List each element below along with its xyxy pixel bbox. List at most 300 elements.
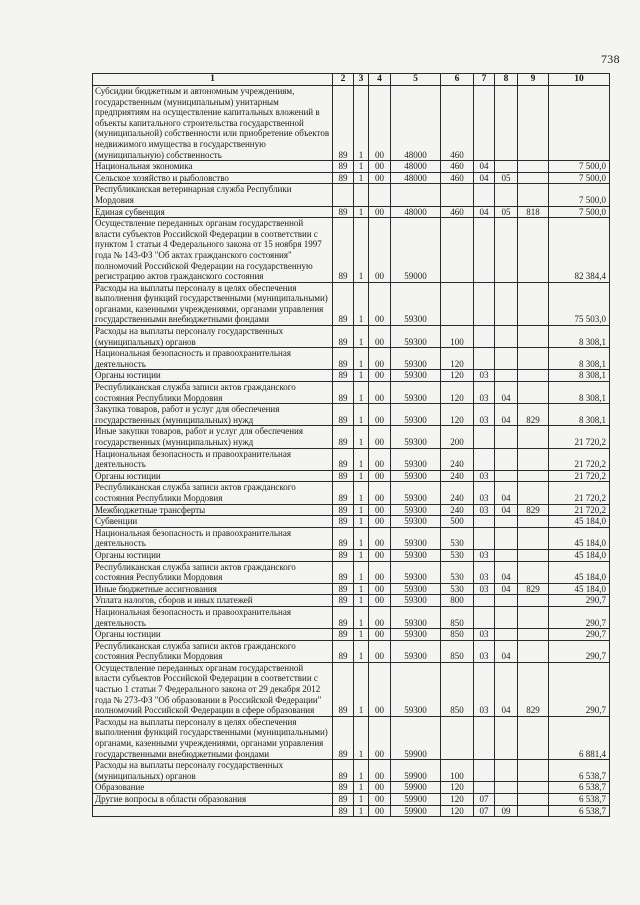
table-row [93,161,610,173]
row-sum-cell: 7 500,0 [549,161,610,173]
row-code-cell: 00 [369,482,391,504]
row-code-cell [518,184,549,206]
row-code-cell [518,172,549,184]
row-name-cell: Национальная безопасность и правоохранительная деятельность [93,527,333,549]
row-name-cell: Органы юстиции [93,370,333,382]
row-name-cell: Органы юстиции [93,470,333,482]
table-row [93,527,610,549]
row-code-cell [518,527,549,549]
row-sum-cell: 21 720,2 [549,426,610,448]
row-sum-cell: 21 720,2 [549,470,610,482]
row-code-cell: 1 [354,606,369,628]
row-sum-cell: 6 881,4 [549,716,610,759]
row-code-cell: 48000 [391,86,441,161]
row-code-cell: 1 [354,662,369,716]
row-name-cell: Органы юстиции [93,549,333,561]
row-code-cell [495,448,518,470]
table-row [93,326,610,348]
row-code-cell: 1 [354,382,369,404]
row-code-cell: 829 [518,662,549,716]
row-code-cell: 04 [495,640,518,662]
row-code-cell [518,549,549,561]
row-code-cell: 05 [495,172,518,184]
row-name-cell: Национальная безопасность и правоохранительная деятельность [93,606,333,628]
row-code-cell: 04 [474,172,495,184]
row-code-cell: 1 [354,504,369,516]
row-code-cell [518,426,549,448]
row-code-cell: 59300 [391,561,441,583]
row-code-cell [391,184,441,206]
table-row [93,282,610,325]
row-code-cell: 00 [369,404,391,426]
row-code-cell: 829 [518,504,549,516]
row-code-cell: 59300 [391,282,441,325]
row-code-cell: 03 [474,482,495,504]
table-row [93,805,610,817]
row-code-cell [474,86,495,161]
row-code-cell: 04 [495,382,518,404]
row-code-cell: 460 [441,161,474,173]
row-code-cell: 120 [441,782,474,794]
row-code-cell: 89 [333,482,354,504]
row-code-cell: 89 [333,218,354,283]
row-code-cell [333,184,354,206]
budget-table-wrapper [92,73,609,817]
row-code-cell: 59300 [391,326,441,348]
row-code-cell: 1 [354,561,369,583]
row-code-cell: 120 [441,382,474,404]
row-code-cell: 00 [369,448,391,470]
page-number: 738 [601,52,620,66]
row-code-cell: 1 [354,348,369,370]
row-code-cell: 89 [333,549,354,561]
row-name-cell: Уплата налогов, сборов и иных платежей [93,595,333,607]
row-name-cell: Осуществление переданных органам государственной власти субъектов Российской Федерации в соответствии с частью 1 статьи 7 Федерального закона от 29 декабря 2012 года № 273-ФЗ "Об образовании в Российской Федерации" полномочий Российской Федерации в сфере образования [93,662,333,716]
row-code-cell: 59000 [391,218,441,283]
row-code-cell: 460 [441,86,474,161]
row-code-cell [474,760,495,782]
row-code-cell: 03 [474,504,495,516]
row-code-cell: 03 [474,662,495,716]
row-code-cell [518,448,549,470]
row-name-cell: Субсидии бюджетным и автономным учреждениям, государственным (муниципальным) унитарным предприятиям на осуществление капитальных вложений в объекты капитального строительства государственной (муниципальной) собственности или приобретение объектов недвижимого имущества в государственную (муниципальную) собственность [93,86,333,161]
row-code-cell: 00 [369,470,391,482]
row-name-cell: Национальная безопасность и правоохранительная деятельность [93,448,333,470]
row-code-cell: 1 [354,782,369,794]
table-row [93,426,610,448]
row-code-cell: 59300 [391,640,441,662]
table-row [93,206,610,218]
table-row [93,470,610,482]
table-row [93,662,610,716]
row-code-cell: 59300 [391,629,441,641]
row-code-cell: 00 [369,595,391,607]
row-code-cell: 200 [441,426,474,448]
row-code-cell: 59900 [391,805,441,817]
row-code-cell: 100 [441,326,474,348]
row-code-cell: 09 [495,805,518,817]
table-row [93,172,610,184]
row-code-cell [495,549,518,561]
row-name-cell: Иные закупки товаров, работ и услуг для обеспечения государственных (муниципальных) нужд [93,426,333,448]
row-code-cell [518,606,549,628]
row-code-cell: 48000 [391,206,441,218]
row-sum-cell: 8 308,1 [549,382,610,404]
row-code-cell: 89 [333,561,354,583]
row-code-cell [495,794,518,806]
row-code-cell [518,482,549,504]
row-code-cell: 89 [333,382,354,404]
row-code-cell [518,760,549,782]
table-body [93,86,610,817]
table-row [93,516,610,528]
row-name-cell: Образование [93,782,333,794]
row-code-cell: 07 [474,794,495,806]
row-code-cell [495,716,518,759]
row-code-cell: 460 [441,206,474,218]
row-code-cell: 59300 [391,448,441,470]
row-code-cell: 1 [354,583,369,595]
row-code-cell: 48000 [391,172,441,184]
row-code-cell: 89 [333,426,354,448]
row-code-cell: 03 [474,404,495,426]
row-code-cell [474,606,495,628]
row-code-cell [495,184,518,206]
row-code-cell: 03 [474,370,495,382]
row-code-cell: 04 [495,561,518,583]
row-code-cell: 00 [369,629,391,641]
row-code-cell: 1 [354,470,369,482]
row-code-cell: 03 [474,629,495,641]
table-row [93,348,610,370]
row-code-cell: 59300 [391,382,441,404]
row-code-cell: 00 [369,561,391,583]
row-name-cell: Республиканская служба записи актов гражданского состояния Республики Мордовия [93,640,333,662]
row-code-cell [474,348,495,370]
row-code-cell: 59900 [391,794,441,806]
row-code-cell [518,595,549,607]
row-code-cell [495,760,518,782]
row-code-cell: 1 [354,218,369,283]
row-sum-cell: 6 538,7 [549,794,610,806]
row-code-cell: 00 [369,382,391,404]
row-name-cell: Расходы на выплаты персоналу государственных (муниципальных) органов [93,326,333,348]
row-name-cell: Сельское хозяйство и рыболовство [93,172,333,184]
row-name-cell: Межбюджетные трансферты [93,504,333,516]
row-code-cell: 850 [441,662,474,716]
row-sum-cell: 75 503,0 [549,282,610,325]
row-code-cell [518,716,549,759]
row-sum-cell: 7 500,0 [549,184,610,206]
row-code-cell [474,448,495,470]
row-code-cell: 59300 [391,470,441,482]
table-row [93,629,610,641]
row-code-cell: 00 [369,805,391,817]
row-code-cell: 530 [441,527,474,549]
row-sum-cell: 7 500,0 [549,206,610,218]
row-sum-cell: 290,7 [549,606,610,628]
row-sum-cell: 290,7 [549,629,610,641]
table-row [93,218,610,283]
row-name-cell: Осуществление переданных органам государственной власти субъектов Российской Федерации в соответствии с пунктом 1 статьи 4 Федерального закона от 15 ноября 1997 года № 143-ФЗ "Об актах гражданского состояния" полномочий Российской Федерации на государственную регистрацию актов гражданского состояния [93,218,333,283]
row-code-cell: 89 [333,282,354,325]
row-code-cell: 00 [369,606,391,628]
row-code-cell: 00 [369,282,391,325]
row-code-cell: 1 [354,516,369,528]
row-code-cell [518,470,549,482]
row-code-cell [495,606,518,628]
row-code-cell: 59300 [391,348,441,370]
table-row [93,184,610,206]
row-code-cell [518,86,549,161]
row-code-cell: 03 [474,382,495,404]
row-name-cell: Другие вопросы в области образования [93,794,333,806]
row-sum-cell [549,86,610,161]
row-code-cell [495,161,518,173]
row-code-cell: 59300 [391,404,441,426]
row-sum-cell: 82 384,4 [549,218,610,283]
row-code-cell [474,516,495,528]
row-code-cell [474,595,495,607]
row-name-cell [93,805,333,817]
row-code-cell [518,640,549,662]
row-code-cell: 89 [333,760,354,782]
row-code-cell: 59900 [391,716,441,759]
row-code-cell: 00 [369,161,391,173]
row-code-cell: 89 [333,348,354,370]
row-code-cell [474,782,495,794]
row-code-cell: 1 [354,482,369,504]
row-code-cell [474,326,495,348]
row-code-cell: 59900 [391,782,441,794]
row-code-cell: 89 [333,504,354,516]
row-sum-cell: 45 184,0 [549,549,610,561]
row-code-cell: 120 [441,794,474,806]
row-sum-cell: 6 538,7 [549,805,610,817]
row-code-cell: 59300 [391,504,441,516]
row-code-cell: 120 [441,805,474,817]
row-code-cell: 850 [441,640,474,662]
row-code-cell [518,805,549,817]
row-code-cell [518,370,549,382]
row-code-cell [495,370,518,382]
row-code-cell [495,470,518,482]
row-code-cell: 59300 [391,516,441,528]
row-code-cell: 1 [354,629,369,641]
row-code-cell: 1 [354,86,369,161]
row-code-cell: 1 [354,370,369,382]
table-row [93,782,610,794]
row-code-cell: 03 [474,549,495,561]
row-code-cell [518,382,549,404]
row-name-cell: Республиканская служба записи актов гражданского состояния Республики Мордовия [93,382,333,404]
row-name-cell: Национальная экономика [93,161,333,173]
row-code-cell [495,348,518,370]
row-code-cell [474,218,495,283]
row-code-cell: 59300 [391,426,441,448]
row-code-cell: 1 [354,282,369,325]
row-code-cell: 1 [354,805,369,817]
row-code-cell: 00 [369,86,391,161]
row-name-cell: Единая субвенция [93,206,333,218]
table-row [93,482,610,504]
row-code-cell: 00 [369,348,391,370]
header-col-9: 9 [518,74,549,86]
row-sum-cell: 7 500,0 [549,172,610,184]
table-row [93,86,610,161]
row-code-cell: 120 [441,370,474,382]
row-code-cell: 530 [441,561,474,583]
header-col-1: 1 [93,74,333,86]
row-code-cell: 1 [354,172,369,184]
row-code-cell: 1 [354,161,369,173]
row-code-cell [518,629,549,641]
row-code-cell: 03 [474,470,495,482]
row-sum-cell: 45 184,0 [549,583,610,595]
header-col-4: 4 [369,74,391,86]
table-row [93,382,610,404]
row-code-cell: 59300 [391,482,441,504]
row-code-cell: 59300 [391,370,441,382]
row-sum-cell: 6 538,7 [549,782,610,794]
row-name-cell: Расходы на выплаты персоналу в целях обеспечения выполнения функций государственными (муниципальными) органами, казенными учреждениями, органами управления государственными внебюджетными фондами [93,282,333,325]
row-name-cell: Расходы на выплаты персоналу в целях обеспечения выполнения функций государственными (муниципальными) органами, казенными учреждениями, органами управления государственными внебюджетными фондами [93,716,333,759]
row-code-cell [495,86,518,161]
row-code-cell: 89 [333,606,354,628]
table-row [93,370,610,382]
row-code-cell: 89 [333,86,354,161]
row-code-cell: 00 [369,206,391,218]
row-code-cell: 240 [441,482,474,504]
row-sum-cell: 21 720,2 [549,482,610,504]
row-code-cell: 89 [333,595,354,607]
row-name-cell: Республиканская ветеринарная служба Республики Мордовия [93,184,333,206]
row-code-cell: 240 [441,470,474,482]
row-code-cell [495,629,518,641]
row-code-cell: 120 [441,348,474,370]
row-code-cell: 800 [441,595,474,607]
row-code-cell: 1 [354,527,369,549]
row-sum-cell: 8 308,1 [549,404,610,426]
row-code-cell: 00 [369,516,391,528]
row-sum-cell: 21 720,2 [549,448,610,470]
row-code-cell [518,516,549,528]
row-code-cell: 829 [518,583,549,595]
row-code-cell [441,716,474,759]
row-code-cell: 89 [333,470,354,482]
row-name-cell: Республиканская служба записи актов гражданского состояния Республики Мордовия [93,561,333,583]
row-code-cell [518,161,549,173]
row-code-cell: 00 [369,326,391,348]
row-code-cell: 48000 [391,161,441,173]
row-code-cell: 04 [495,583,518,595]
budget-table [92,73,610,817]
row-code-cell: 89 [333,583,354,595]
row-code-cell: 59900 [391,760,441,782]
table-row [93,504,610,516]
row-code-cell: 1 [354,448,369,470]
row-name-cell: Расходы на выплаты персоналу государственных (муниципальных) органов [93,760,333,782]
table-row [93,640,610,662]
row-code-cell [518,782,549,794]
row-code-cell [518,326,549,348]
row-code-cell: 829 [518,404,549,426]
row-code-cell: 89 [333,805,354,817]
row-code-cell [518,218,549,283]
row-code-cell [495,282,518,325]
row-code-cell: 00 [369,640,391,662]
row-name-cell: Органы юстиции [93,629,333,641]
row-code-cell: 240 [441,448,474,470]
row-code-cell: 00 [369,716,391,759]
row-sum-cell: 290,7 [549,662,610,716]
row-code-cell: 89 [333,527,354,549]
table-row [93,404,610,426]
row-sum-cell: 290,7 [549,595,610,607]
row-code-cell: 89 [333,782,354,794]
row-code-cell: 00 [369,662,391,716]
row-code-cell: 1 [354,206,369,218]
row-code-cell: 850 [441,606,474,628]
header-col-8: 8 [495,74,518,86]
header-col-6: 6 [441,74,474,86]
table-row [93,606,610,628]
row-code-cell: 00 [369,504,391,516]
row-code-cell: 04 [495,404,518,426]
row-code-cell: 04 [495,662,518,716]
row-name-cell: Национальная безопасность и правоохранительная деятельность [93,348,333,370]
row-code-cell: 59300 [391,662,441,716]
row-code-cell: 89 [333,206,354,218]
row-code-cell [495,426,518,448]
row-code-cell [495,218,518,283]
row-sum-cell: 6 538,7 [549,760,610,782]
row-code-cell: 89 [333,326,354,348]
row-code-cell [518,348,549,370]
row-code-cell: 818 [518,206,549,218]
row-code-cell: 89 [333,516,354,528]
row-code-cell: 1 [354,760,369,782]
row-code-cell: 530 [441,583,474,595]
row-code-cell: 500 [441,516,474,528]
row-code-cell: 00 [369,370,391,382]
row-code-cell: 04 [495,482,518,504]
row-sum-cell: 45 184,0 [549,561,610,583]
header-row [93,74,610,86]
row-code-cell [441,282,474,325]
row-code-cell: 04 [474,206,495,218]
row-code-cell [441,184,474,206]
row-code-cell: 1 [354,549,369,561]
row-code-cell [495,516,518,528]
row-code-cell: 03 [474,640,495,662]
row-code-cell: 00 [369,760,391,782]
row-code-cell: 1 [354,404,369,426]
header-col-10: 10 [549,74,610,86]
row-code-cell [495,527,518,549]
row-code-cell [518,794,549,806]
row-code-cell [441,218,474,283]
row-code-cell: 00 [369,218,391,283]
row-sum-cell: 290,7 [549,640,610,662]
row-code-cell: 59300 [391,595,441,607]
header-col-2: 2 [333,74,354,86]
row-code-cell: 59300 [391,527,441,549]
table-row [93,448,610,470]
row-code-cell: 00 [369,549,391,561]
row-code-cell [474,282,495,325]
row-code-cell [369,184,391,206]
